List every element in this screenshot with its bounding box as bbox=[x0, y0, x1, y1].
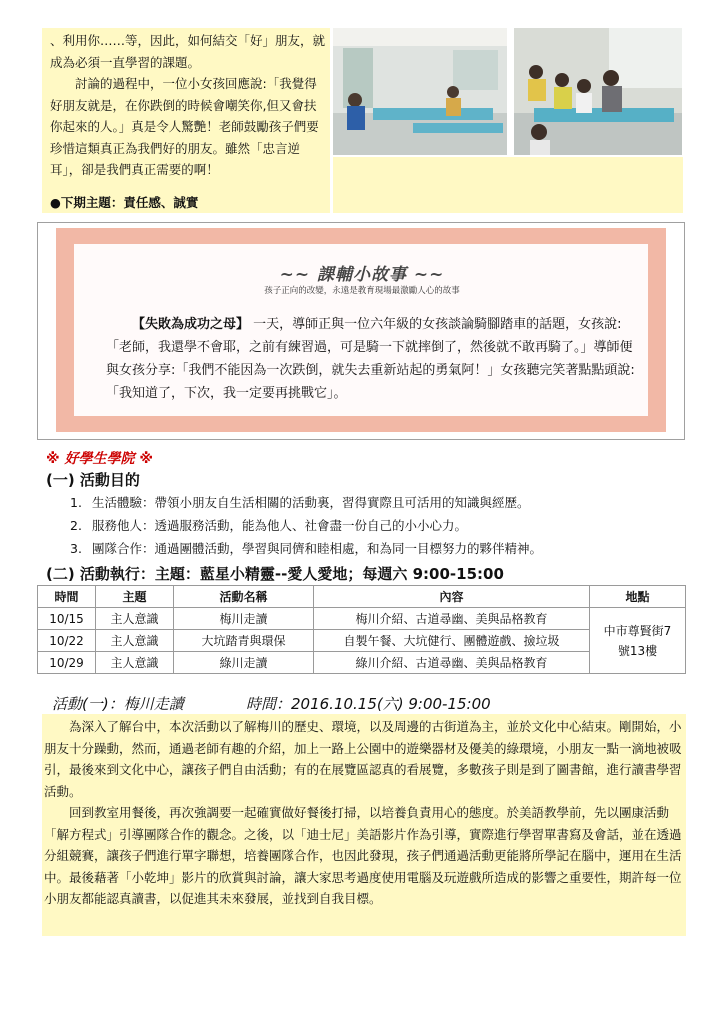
purpose-number: 2. bbox=[70, 518, 82, 533]
story-body bbox=[106, 313, 636, 405]
top-paragraph-1: 、利用你……等，因此，如何結交「好」朋友，就成為必須一直學習的課題。 bbox=[50, 33, 326, 70]
purpose-list bbox=[70, 491, 542, 560]
cell-theme: 主人意識 bbox=[96, 652, 174, 674]
cell-date: 10/15 bbox=[38, 608, 96, 630]
purpose-text: 服務他人：透過服務活動，能為他人、社會盡一份自己的小小心力。 bbox=[92, 518, 468, 533]
story-subtitle: 孩子正向的改變，永遠是教育現場最激勵人心的故事 bbox=[264, 286, 460, 296]
purpose-number: 3. bbox=[70, 541, 82, 556]
cell-activity-name: 梅川走讀 bbox=[174, 608, 314, 630]
execution-title: (二) 活動執行：主題：藍星小精靈--愛人愛地；每週六 9:00-15:00 bbox=[46, 565, 504, 583]
top-paragraph-2: 討論的過程中，一位小女孩回應說:「我覺得好朋友就是，在你跌倒的時候會嘲笑你,但又會扶你起來的人。」真是令人驚艷！老師鼓勵孩子們要珍惜這類真正為我們好的朋友。雖然「忠言逆耳」，卻是我們真正需要的啊！ bbox=[50, 76, 319, 177]
cell-activity-name: 綠川走讀 bbox=[174, 652, 314, 674]
story-heading: 【失敗為成功之母】 bbox=[132, 317, 250, 332]
table-header-row bbox=[38, 586, 686, 608]
cell-content: 自製午餐、大坑健行、團體遊戲、撿垃圾 bbox=[314, 630, 590, 652]
cell-content: 梅川介紹、古道尋幽、美與品格教育 bbox=[314, 608, 590, 630]
purpose-item bbox=[70, 491, 542, 514]
cell-date: 10/29 bbox=[38, 652, 96, 674]
next-topic: ●下期主題：責任感、誠實 bbox=[50, 195, 199, 210]
activity-time: 時間：2016.10.15(六) 9:00-15:00 bbox=[246, 695, 491, 713]
activity-paragraphs bbox=[44, 716, 684, 910]
cell-activity-name: 大坑踏青與環保 bbox=[174, 630, 314, 652]
header-date: 時間 bbox=[38, 586, 96, 608]
top-text-background-right bbox=[333, 157, 683, 213]
cell-theme: 主人意識 bbox=[96, 630, 174, 652]
schedule-table bbox=[37, 585, 686, 674]
header-location: 地點 bbox=[590, 586, 686, 608]
classroom-photo-2 bbox=[514, 28, 682, 155]
purpose-number: 1. bbox=[70, 495, 82, 510]
story-text: 一天，導師正與一位六年級的女孩談論騎腳踏車的話題，女孩說:「老師，我還學不會耶，之前有練習過，可是騎一下就摔倒了，然後就不敢再騎了。」導師便與女孩分享:「我們不能因為一次跌倒，就失去重新站起的勇氣阿！」女孩聽完笑著點點頭說:「我知道了，下次，我一定要再挑戰它」。 bbox=[106, 317, 635, 401]
story-title: ~~ 課輔小故事 ~~ bbox=[279, 265, 445, 285]
header-content: 內容 bbox=[314, 586, 590, 608]
location-text: 中市尊賢街7號13樓 bbox=[603, 623, 672, 658]
purpose-text: 團隊合作：通過團體活動，學習與同儕和睦相處，和為同一目標努力的夥伴精神。 bbox=[92, 541, 543, 556]
header-activity-name: 活動名稱 bbox=[174, 586, 314, 608]
top-paragraphs bbox=[50, 30, 328, 181]
classroom-photo-1 bbox=[333, 28, 507, 155]
table-row bbox=[38, 630, 686, 652]
cell-theme: 主人意識 bbox=[96, 608, 174, 630]
cell-date: 10/22 bbox=[38, 630, 96, 652]
cell-content: 綠川介紹、古道尋幽、美與品格教育 bbox=[314, 652, 590, 674]
activity-title: 活動(一)：梅川走讀 bbox=[52, 695, 184, 713]
purpose-item bbox=[70, 514, 542, 537]
purpose-text: 生活體驗：帶領小朋友自生活相關的活動裏，習得實際且可活用的知識與經歷。 bbox=[92, 495, 530, 510]
activity-paragraph-1: 為深入了解台中，本次活動以了解梅川的歷史、環境，以及周邊的古街道為主，並於文化中心結束。剛開始，小朋友十分躁動，然而，通過老師有趣的介紹，加上一路上公園中的遊樂器材及優美的綠環境，小朋友一點一滴地被吸引，最後來到文化中心，讓孩子們自由活動；有的在展覽區認真的看展覽，多數孩子則是到了圖書館，進行讀書學習活動。 bbox=[44, 719, 682, 799]
table-row bbox=[38, 652, 686, 674]
header-theme: 主題 bbox=[96, 586, 174, 608]
activity-paragraph-2: 回到教室用餐後，再次強調要一起確實做好餐後打掃，以培養負責用心的態度。於美語教學前，先以團康活動「解方程式」引導團隊合作的觀念。之後，以「迪士尼」美語影片作為引導，實際進行學習單書寫及會話，並在透過分組競賽，讓孩子們進行單字聯想，培養團隊合作，也因此發現，孩子們通過活動更能將所學記在腦中，運用在生活中。最後藉著「小乾坤」影片的欣賞與討論，讓大家思考過度使用電腦及玩遊戲所造成的影響之重要性，期許每一位小朋友都能認真讀書，以促進其未來發展，並找到自我目標。 bbox=[44, 805, 682, 906]
academy-title: ※ 好學生學院 ※ bbox=[46, 451, 153, 467]
purpose-item bbox=[70, 537, 542, 560]
cell-location bbox=[590, 608, 686, 674]
purpose-title: (一) 活動目的 bbox=[46, 471, 140, 489]
table-row bbox=[38, 608, 686, 630]
